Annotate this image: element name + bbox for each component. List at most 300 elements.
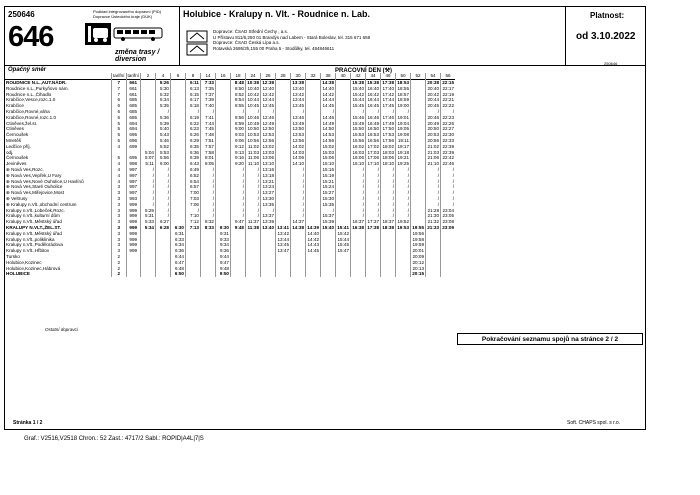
departure-time: 7:57 — [201, 144, 216, 150]
zone-pid: 6 — [112, 103, 127, 109]
departure-time: 7:33 — [201, 80, 216, 86]
departure-time: 14:53 — [322, 132, 334, 138]
departure-time: / — [426, 173, 441, 179]
table-row — [5, 271, 455, 277]
departure-time: / — [201, 184, 216, 190]
departure-time — [396, 271, 411, 277]
departure-time: / — [381, 167, 396, 173]
departure-time: 9:00 — [231, 126, 246, 132]
departure-time: / — [366, 202, 381, 208]
departure-time: 12:42 — [262, 91, 274, 97]
departure-time: 6:54 — [186, 179, 201, 185]
trip-number: 24 — [246, 73, 261, 80]
departure-time: / — [156, 167, 171, 173]
validity-block — [565, 7, 646, 65]
departure-time: / — [381, 173, 396, 179]
departure-time: / — [381, 202, 396, 208]
departure-time: 6:43 — [186, 161, 201, 167]
departure-time: 9:30 — [216, 225, 231, 231]
departure-time: 22:42 — [442, 155, 454, 161]
departure-time: 17:49 — [382, 120, 394, 126]
departure-time: / — [231, 173, 246, 179]
departure-time: 17:37 — [367, 219, 379, 225]
departure-time: 9:47 — [216, 260, 231, 266]
departure-time: 16:56 — [367, 138, 379, 144]
departure-time: 8:56 — [231, 115, 246, 121]
departure-time: 15:16 — [322, 167, 334, 173]
stop-name: ⊕ Nová Ves,Nové Ouholice,U Havlínů — [6, 178, 84, 184]
departure-time: 6:36 — [171, 248, 186, 254]
departure-time: 13:45 — [292, 103, 304, 109]
departure-time: 14:46 — [322, 114, 334, 120]
software-credit: Soft. CHAPS spol. s r.o. — [567, 420, 621, 426]
departure-time: 17:38 — [367, 225, 379, 231]
departure-time: 17:56 — [382, 138, 394, 144]
departure-time: 14:38 — [292, 225, 304, 231]
departure-time: / — [246, 109, 261, 115]
departure-time: 14:02 — [292, 143, 304, 149]
departure-time: 21:10 — [427, 161, 439, 167]
departure-time: 12:56 — [262, 138, 274, 144]
departure-time: / — [396, 184, 411, 190]
departure-time: 19:56 — [412, 230, 424, 236]
stop-name: ROUDNICE N.L.,AUT.NÁDR. — [5, 80, 112, 86]
departure-time: 8:05 — [201, 161, 216, 167]
departure-time: / — [261, 109, 276, 115]
departure-time: 9:31 — [216, 231, 231, 237]
stop-name: Černoušek — [6, 155, 29, 161]
departure-time: / — [231, 208, 246, 214]
departure-time: 13:30 — [262, 196, 274, 202]
zone-duk-header: tarifní — [127, 73, 139, 79]
zone-pid: 3 — [112, 248, 127, 254]
stop-name: Krabčice,Vesce,rozc.1.0 — [6, 97, 56, 103]
departure-time: 16:49 — [367, 120, 379, 126]
zone-duk: 694 — [126, 126, 141, 132]
departure-time: 5:30 — [156, 86, 171, 92]
departure-time: / — [441, 190, 456, 196]
stop-name: Černoušek — [6, 132, 29, 138]
departure-time: 20:15 — [412, 271, 424, 277]
departure-time: 5:35 — [156, 103, 171, 109]
departure-time: 22:46 — [442, 161, 454, 167]
zone-pid: 7 — [112, 80, 127, 86]
departure-time: 15:42 — [352, 91, 364, 97]
departure-time: 13:21 — [262, 178, 274, 184]
timetable — [5, 73, 455, 277]
zone-duk: 685 — [126, 109, 141, 115]
departure-time: 16:03 — [352, 149, 364, 155]
workdays-label: PRACOVNÍ DEN (⚒) — [335, 68, 393, 74]
departure-time: / — [231, 167, 246, 173]
departure-time: 6:50 — [171, 271, 186, 277]
departure-time: / — [201, 109, 216, 115]
departure-time: 7:35 — [201, 86, 216, 92]
departure-time: 17:06 — [367, 155, 379, 161]
zone-duk — [126, 271, 141, 277]
carrier-info — [213, 29, 370, 51]
departure-time: / — [396, 173, 411, 179]
zone-duk: 999 — [126, 237, 141, 243]
departure-time: / — [156, 173, 171, 179]
departure-time: 13:41 — [277, 225, 289, 231]
departure-time: / — [441, 202, 456, 208]
departure-time: / — [441, 173, 456, 179]
departure-time: 9:12 — [231, 144, 246, 150]
departure-time: / — [396, 196, 411, 202]
departure-time: 16:06 — [352, 155, 364, 161]
departure-time: / — [231, 190, 246, 196]
departure-time: / — [366, 213, 381, 219]
departure-time: 14:38 — [322, 80, 334, 86]
zone-pid: 3 — [112, 184, 127, 190]
departure-time: 7:41 — [201, 115, 216, 121]
departure-time: 14:45 — [322, 103, 334, 109]
departure-time: 22:19 — [442, 91, 454, 97]
departure-time: / — [156, 213, 171, 219]
departure-time — [336, 271, 351, 277]
departure-time: 17:46 — [382, 114, 394, 120]
departure-time: 20:56 — [427, 138, 439, 144]
departure-time: 20:40 — [427, 85, 439, 91]
departure-time — [306, 271, 321, 277]
departure-time: 20:38 — [427, 80, 439, 86]
departure-time: 7:51 — [201, 138, 216, 144]
departure-time: 11:10 — [246, 161, 261, 167]
stop-name: Mnetěš — [6, 138, 22, 144]
departure-time: 18:53 — [397, 80, 409, 86]
departure-time — [291, 271, 306, 277]
zone-duk: 699 — [126, 144, 141, 150]
departure-time: 10:42 — [247, 91, 259, 97]
departure-time: / — [246, 184, 261, 190]
departure-time: 19:21 — [397, 155, 409, 161]
validity-date: od 3.10.2022 — [576, 31, 636, 42]
stop-name: Kralupy n.Vlt.,Lobeček,Rozc. — [6, 207, 65, 213]
departure-time: / — [351, 190, 366, 196]
stop-name: ⊕ Kralupy n.Vlt.,obchodní centrum — [6, 201, 77, 207]
departure-time — [141, 271, 156, 277]
departure-time: 17:44 — [382, 97, 394, 103]
departure-time: 9:47 — [231, 219, 246, 225]
departure-time: 15:39 — [322, 219, 334, 225]
header — [5, 7, 645, 66]
departure-time: 20:42 — [427, 91, 439, 97]
departure-time: 6:23 — [186, 126, 201, 132]
timetable-sheet — [4, 6, 646, 430]
departure-time: 22:15 — [442, 80, 454, 86]
departure-time: 18:57 — [397, 91, 409, 97]
departure-time: / — [426, 190, 441, 196]
departure-time: 20:13 — [412, 265, 424, 271]
departure-time: / — [366, 173, 381, 179]
trip-number: 50 — [396, 73, 411, 80]
departure-time: 5:33 — [141, 219, 156, 225]
departure-time: 15:41 — [337, 225, 349, 231]
departure-time: 21:02 — [427, 143, 439, 149]
departure-time: 13:46 — [292, 114, 304, 120]
zone-duk: 685 — [126, 97, 141, 103]
stop-name: HOLUBICE — [6, 271, 30, 277]
departure-time: 15:40 — [322, 225, 334, 231]
departure-time: / — [366, 196, 381, 202]
departure-time: / — [321, 208, 336, 214]
departure-time: / — [291, 202, 306, 208]
stop-name: Ledčice příj. — [6, 143, 31, 149]
departure-time: 13:02 — [262, 143, 274, 149]
zone-pid: 3 — [112, 242, 127, 248]
zone-pid: 4 — [112, 167, 127, 173]
departure-time: 5:26 — [156, 80, 171, 86]
departure-time: / — [156, 208, 171, 214]
trip-number: 28 — [276, 73, 291, 80]
departure-time: / — [321, 109, 336, 115]
departure-time: 18:59 — [397, 97, 409, 103]
departure-time — [231, 271, 246, 277]
departure-time — [156, 271, 171, 277]
departure-time: 5:56 — [156, 155, 171, 161]
departure-time: 9:48 — [216, 266, 231, 272]
departure-time: / — [231, 179, 246, 185]
stop-name: odj. — [6, 149, 14, 155]
departure-time: / — [246, 208, 261, 214]
departure-time: 9:50 — [216, 271, 231, 277]
zone-duk: 695 — [126, 132, 141, 138]
trip-number: 42 — [351, 73, 366, 80]
departure-time: / — [186, 208, 201, 214]
departure-time: 13:47 — [277, 248, 289, 254]
zone-duk: 993 — [126, 196, 141, 202]
departure-time: 18:38 — [382, 225, 394, 231]
zone-duk: 999 — [126, 219, 141, 225]
departure-time: / — [351, 208, 366, 214]
departure-time: 15:38 — [367, 80, 379, 86]
direction-label: Opačný směr — [8, 67, 47, 73]
departure-time: 19:00 — [397, 103, 409, 109]
departure-time: 20:53 — [427, 132, 439, 138]
departure-time: 19:58 — [412, 236, 424, 242]
departure-time: 7:10 — [186, 213, 201, 219]
departure-time: 15:21 — [322, 178, 334, 184]
stop-name: Kralupy n.Vlt.,Hřbitov — [6, 248, 50, 254]
departure-time — [441, 271, 456, 277]
departure-time — [186, 271, 201, 277]
departure-time: 13:44 — [277, 236, 289, 242]
departure-time: 19:11 — [396, 138, 411, 144]
departure-time: 15:50 — [352, 126, 364, 132]
departure-time: 9:03 — [231, 132, 246, 138]
departure-time: 16:42 — [367, 91, 379, 97]
departure-time: 10:50 — [247, 126, 259, 132]
other-carriers-label: Ostatní dopravci — [45, 327, 78, 332]
zone-pid: 4 — [112, 161, 127, 167]
trip-number: 46 — [381, 73, 396, 80]
departure-time: 6:49 — [186, 167, 201, 173]
departure-time: 13:40 — [262, 225, 274, 231]
departure-time: 6:44 — [171, 254, 186, 260]
departure-time: / — [231, 213, 246, 219]
zone-pid: 3 — [112, 237, 127, 243]
departure-time — [381, 271, 396, 277]
departure-time: 15:49 — [352, 120, 364, 126]
zone-pid: 3 — [112, 219, 127, 225]
departure-time: 16:40 — [367, 85, 379, 91]
stop-name: Roudnice n.L.,Purkyňovo nám. — [6, 85, 69, 91]
departure-time: 20:49 — [427, 120, 439, 126]
zone-pid: 2 — [112, 271, 127, 277]
departure-time: 6:17 — [186, 97, 201, 103]
stop-name: Ctiněves,žel.st. — [6, 120, 38, 126]
departure-time: / — [396, 213, 411, 219]
org-line-1: Podklad integrovaného dopravní (PID) — [93, 9, 162, 14]
departure-time: 6:22 — [186, 121, 201, 127]
departure-time: 15:42 — [337, 230, 349, 236]
departure-time: 5:31 — [141, 213, 156, 219]
carrier-1-address: U Přístavu 811/6,250 01 Brandýs nad Labem - Stará Boleslav, tel. 315 671 659 — [213, 34, 371, 40]
zone-pid: 3 — [112, 208, 127, 214]
zone-duk: 696 — [126, 138, 141, 144]
departure-time: 12:45 — [262, 103, 274, 109]
stop-name: KRALUPY N.VLT.,ŽEL.ST. — [6, 225, 61, 231]
stop-name: Roudnice n.L.,Čihadlo — [6, 91, 52, 97]
departure-time: 19:04 — [397, 120, 409, 126]
departure-time: 13:03 — [262, 149, 274, 155]
departure-time: 13:10 — [262, 161, 274, 167]
trip-number: 18 — [231, 73, 246, 80]
departure-time: 6:35 — [186, 144, 201, 150]
departure-time: / — [201, 179, 216, 185]
departure-time: 14:43 — [307, 242, 319, 248]
license-number: 250646 — [8, 10, 35, 19]
departure-time: 5:53 — [156, 150, 171, 156]
departure-time: 21:06 — [427, 155, 439, 161]
zone-duk: 685 — [126, 103, 141, 109]
departure-time: / — [291, 184, 306, 190]
zone-pid: 3 — [112, 225, 127, 231]
departure-time: 15:27 — [322, 190, 334, 196]
departure-time: 19:53 — [397, 225, 409, 231]
departure-time: / — [201, 202, 216, 208]
page-label: Stránka 1 / 2 — [13, 420, 43, 426]
departure-time: 15:03 — [322, 149, 334, 155]
departure-time: 6:15 — [186, 92, 201, 98]
trip-number: 52 — [411, 73, 426, 80]
departure-time: 20:01 — [412, 248, 424, 254]
organizer-text — [93, 9, 177, 19]
carrier-2: Dopravce: ČSAD Česká Lípa a.s. — [213, 40, 280, 45]
departure-time: 17:42 — [382, 91, 394, 97]
zone-duk: 694 — [126, 121, 141, 127]
departure-time: / — [441, 179, 456, 185]
departure-time: 12:49 — [262, 120, 274, 126]
departure-time: / — [366, 190, 381, 196]
departure-time: / — [441, 184, 456, 190]
zone-pid: 4 — [112, 179, 127, 185]
departure-time: / — [291, 109, 306, 115]
line-id-block — [5, 7, 180, 65]
departure-time: 7:48 — [201, 132, 216, 138]
departure-time: 5:34 — [156, 97, 171, 103]
departure-time: 13:35 — [262, 201, 274, 207]
departure-time: / — [366, 109, 381, 115]
zone-duk: 999 — [126, 208, 141, 214]
departure-time: 16:10 — [352, 161, 364, 167]
departure-time: 16:02 — [352, 143, 364, 149]
departure-time: 19:52 — [397, 219, 409, 225]
departure-time: 20:46 — [427, 114, 439, 120]
departure-time: 16:53 — [367, 132, 379, 138]
departure-time: 13:44 — [292, 97, 304, 103]
departure-time: 6:57 — [186, 184, 201, 190]
stop-name: Kralupy n.Vlt.,Městský úřad — [6, 219, 62, 225]
carrier-logo-icon — [185, 29, 209, 57]
departure-time — [201, 271, 216, 277]
departure-time: / — [351, 184, 366, 190]
departure-time: / — [366, 208, 381, 214]
departure-time: 22:33 — [442, 138, 454, 144]
departure-time: 7:44 — [201, 121, 216, 127]
departure-time: 13:42 — [292, 91, 304, 97]
departure-time: 13:18 — [262, 172, 274, 178]
departure-time: 5:46 — [156, 138, 171, 144]
departure-time — [426, 271, 441, 277]
zone-pid: 3 — [112, 196, 127, 202]
departure-time: 19:18 — [397, 149, 409, 155]
zone-pid: 3 — [112, 213, 127, 219]
departure-time: 14:06 — [292, 155, 304, 161]
zone-duk: 685 — [126, 115, 141, 121]
trip-number: 8 — [186, 73, 201, 80]
trip-number: 6 — [171, 73, 186, 80]
departure-time: / — [261, 208, 276, 214]
validity-label: Platnost: — [590, 11, 625, 20]
departure-time: 20:09 — [412, 254, 424, 259]
departure-time: / — [231, 202, 246, 208]
departure-time: / — [351, 213, 366, 219]
departure-time: 13:39 — [262, 219, 274, 225]
departure-time: / — [231, 184, 246, 190]
stop-name: Krabčice,Rovné,váha — [6, 109, 50, 115]
departure-time: 6:13 — [186, 86, 201, 92]
trip-number: 38 — [321, 73, 336, 80]
departure-time: 16:46 — [367, 114, 379, 120]
departure-time: 14:03 — [292, 149, 304, 155]
zone-duk: 999 — [126, 202, 141, 208]
departure-time: / — [366, 179, 381, 185]
stop-name: ⊕ Nová Ves,Miřejovice,Most — [6, 190, 64, 196]
departure-time: 14:42 — [307, 236, 319, 242]
stop-name: Tursko — [6, 254, 20, 259]
departure-time: 6:11 — [186, 80, 201, 86]
departure-time: 9:34 — [216, 242, 231, 248]
departure-time: / — [201, 190, 216, 196]
departure-time: 17:03 — [367, 149, 379, 155]
departure-time: 22:39 — [442, 143, 454, 149]
departure-time: / — [291, 190, 306, 196]
zone-duk: 999 — [126, 225, 141, 231]
departure-time: 16:37 — [352, 219, 364, 225]
departure-time: 5:29 — [141, 208, 156, 214]
departure-time: 6:19 — [186, 115, 201, 121]
departure-time: / — [291, 179, 306, 185]
departure-time: 18:06 — [382, 155, 394, 161]
departure-time: / — [396, 190, 411, 196]
departure-time: 6:00 — [156, 161, 171, 167]
departure-time: 9:33 — [216, 237, 231, 243]
zone-pid: 6 — [112, 109, 127, 115]
departure-time: 17:38 — [382, 80, 394, 86]
zone-pid: 6 — [112, 97, 127, 103]
